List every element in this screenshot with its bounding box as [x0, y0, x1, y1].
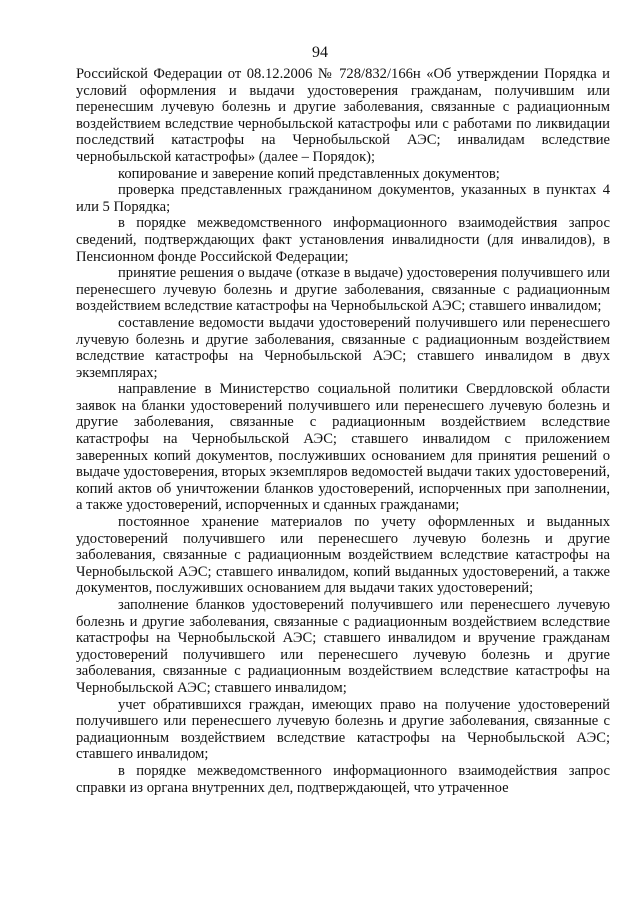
- paragraph-9: заполнение бланков удостоверений получившего или перенесшего лучевую болезнь и другие заболевания, связанные с радиационным воздействием вследствие катастрофы на Чернобыльской АЭС; ставшего инвалидом и вручение гражданам удостоверений получившего или перенесшего лучевую болезнь и другие заболевания, связанные с радиационным воздействием вследствие катастрофы на Чернобыльской АЭС; ставшего инвалидом;: [76, 597, 610, 696]
- paragraph-3: проверка представленных гражданином документов, указанных в пунктах 4 или 5 Порядка;: [76, 182, 610, 215]
- paragraph-6: составление ведомости выдачи удостоверений получившего или перенесшего лучевую болезнь и другие заболевания, связанные с радиационным воздействием вследствие катастрофы на Чернобыльской АЭС; ставшего инвалидом в двух экземплярах;: [76, 314, 610, 381]
- paragraph-11: в порядке межведомственного информационного взаимодействия запрос справки из органа внутренних дел, подтверждающей, что утраченное: [76, 762, 610, 796]
- paragraph-7: направление в Министерство социальной политики Свердловской области заявок на бланки удостоверений получившего или перенесшего лучевую болезнь и другие заболевания, связанные с радиационным воздействием вследствие катастрофы на Чернобыльской АЭС; ставшего инвалидом с приложением заверенных копий документов, послуживших основанием для принятия решений о выдаче удостоверения, вторых экземпляров ведомостей выдачи таких удостоверений, копий актов об уничтожении бланков удостоверений, испорченных при заполнении, а также удостоверений, испорченных и сданных гражданами;: [76, 381, 610, 514]
- paragraph-10: учет обратившихся граждан, имеющих право на получение удостоверений получившего или перенесшего лучевую болезнь и другие заболевания, связанные с радиационным воздействием вследствие катастрофы на Чернобыльской АЭС; ставшего инвалидом;: [76, 696, 610, 763]
- paragraph-4: в порядке межведомственного информационного взаимодействия запрос сведений, подтверждающих факт установления инвалидности (для инвалидов), в Пенсионном фонде Российской Федерации;: [76, 215, 610, 265]
- page-number: 94: [312, 44, 328, 61]
- document-body: [76, 66, 610, 796]
- paragraph-2: копирование и заверение копий представленных документов;: [118, 165, 500, 182]
- paragraph-8: постоянное хранение материалов по учету оформленных и выданных удостоверений получившего или перенесшего лучевую болезнь и другие заболевания, связанные с радиационным воздействием вследствие катастрофы на Чернобыльской АЭС; ставшего инвалидом, копий выданных удостоверений, а также документов, послуживших основанием для выдачи таких удостоверений;: [76, 514, 610, 597]
- paragraph-5: принятие решения о выдаче (отказе в выдаче) удостоверения получившего или перенесшего лучевую болезнь и другие заболевания, связанные с радиационным воздействием вследствие катастрофы на Чернобыльской АЭС; ставшего инвалидом;: [76, 265, 610, 315]
- paragraph-1: Российской Федерации от 08.12.2006 № 728/832/166н «Об утверждении Порядка и условий оформления и выдачи удостоверения гражданам, получившим или перенесшим лучевую болезнь и другие заболевания, связанные с радиационным воздействием вследствие чернобыльской катастрофы или с работами по ликвидации последствий катастрофы на Чернобыльской АЭС; инвалидам вследствие чернобыльской катастрофы» (далее – Порядок);: [76, 66, 610, 165]
